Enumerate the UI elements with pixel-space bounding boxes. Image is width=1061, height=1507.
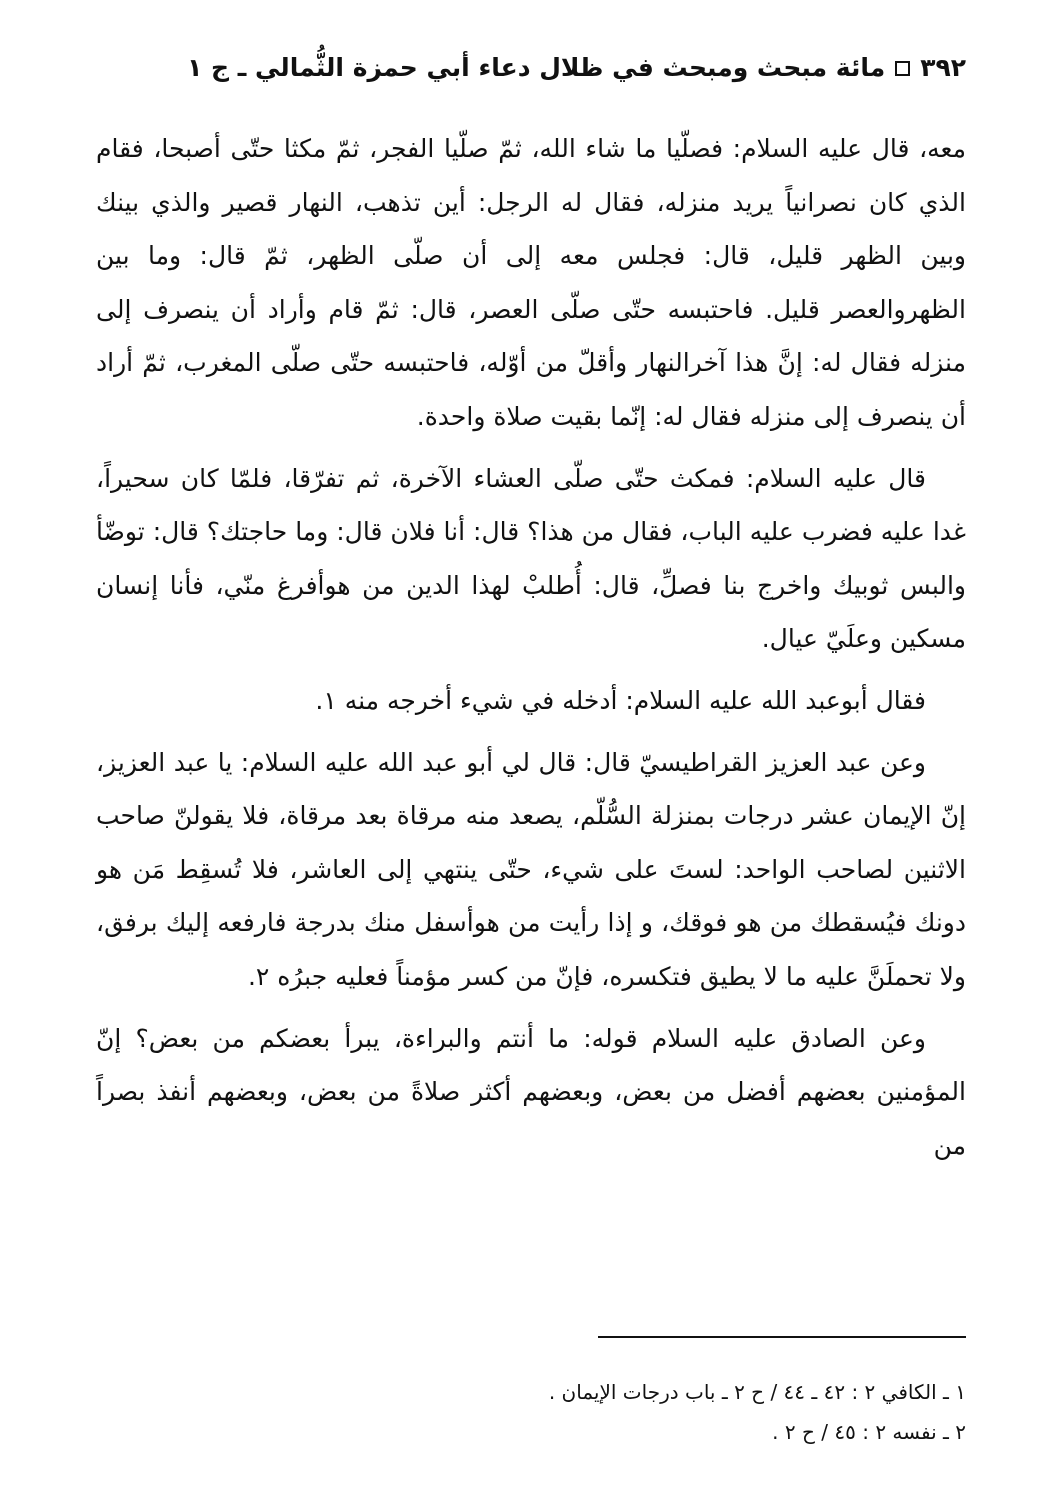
paragraph-4: وعن عبد العزيز القراطيسيّ قال: قال لي أبو عبد الله عليه السلام: يا عبد العزيز، إنّ الإيمان عشر درجات بمنزلة السُّلّم، يصعد منه مرقاة بعد مرقاة، فلا يقولنّ صاحب الاثنين لصاحب الواحد: لستَ على شيء، حتّى ينتهي إلى العاشر، فلا تُسقِط مَن هو دونك فيُسقطك من هو فوقك، و إذا رأيت من هوأسفل منك بدرجة فارفعه إليك برفق، ولا تحملَنَّ عليه ما لا يطيق فتكسره، فإنّ من كسر مؤمناً فعليه جبرُه ٢. <box>96 747 966 991</box>
body-text <box>96 122 966 1172</box>
paragraph-1: معه، قال عليه السلام: فصلّيا ما شاء الله، ثمّ صلّيا الفجر، ثمّ مكثا حتّى أصبحا، فقام الذي كان نصرانياً يريد منزله، فقال له الرجل: أين تذهب، النهار قصير والذي بينك وبين الظهر قليل، قال: فجلس معه إلى أن صلّى الظهر، ثمّ قال: وما بين الظهروالعصر قليل. فاحتبسه حتّى صلّى العصر، قال: ثمّ قام وأراد أن ينصرف إلى منزله فقال له: إنَّ هذا آخرالنهار وأقلّ من أوّله، فاحتبسه حتّى صلّى المغرب، ثمّ أراد أن ينصرف إلى منزله فقال له: إنّما بقيت صلاة واحدة. <box>96 134 966 431</box>
header-square-icon <box>895 61 910 76</box>
paragraph-3: فقال أبوعبد الله عليه السلام: أدخله في شيء أخرجه منه ١. <box>315 685 926 715</box>
running-header <box>95 48 966 88</box>
paragraph-2: قال عليه السلام: فمكث حتّى صلّى العشاء الآخرة، ثم تفرّقا، فلمّا كان سحيراً، غدا عليه فضرب عليه الباب، فقال من هذا؟ قال: أنا فلان قال: وما حاجتك؟ قال: توضّأ والبس ثوبيك واخرج بنا فصلِّ، قال: أُطلبْ لهذا الدين من هوأفرغ منّي، فأنا إنسان مسكين وعلَيّ عيال. <box>96 463 966 654</box>
footnote-divider <box>598 1336 966 1338</box>
paragraph-5: وعن الصادق عليه السلام قوله: ما أنتم والبراءة، يبرأ بعضكم من بعض؟ إنّ المؤمنين بعضهم أفضل من بعض، وبعضهم أكثر صلاةً من بعض، وبعضهم أنفذ بصراً من <box>96 1023 966 1160</box>
book-title: مائة مبحث ومبحث في ظلال دعاء أبي حمزة الثُّمالي ـ ج ١ <box>187 53 886 82</box>
footnote-2: ٢ ـ نفسه ٢ : ٤٥ / ح ٢ . <box>772 1420 966 1444</box>
footnotes <box>96 1372 966 1452</box>
page-number: ٣٩٢ <box>920 53 966 82</box>
footnote-1: ١ ـ الكافي ٢ : ٤٢ ـ ٤٤ / ح ٢ ـ باب درجات الإيمان . <box>548 1380 966 1404</box>
